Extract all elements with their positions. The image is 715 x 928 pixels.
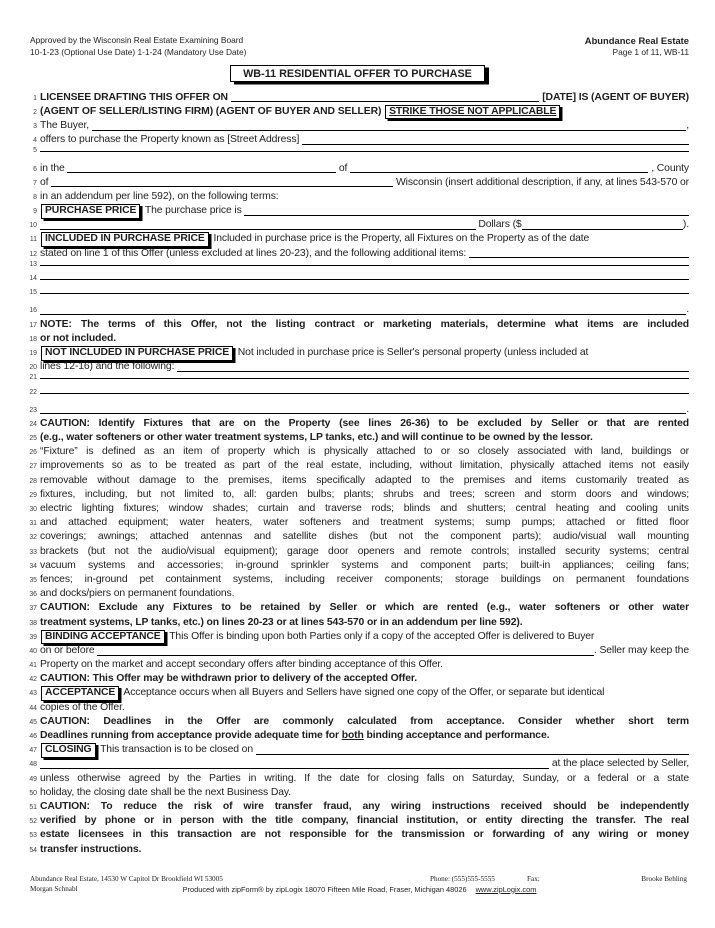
form-line — [22, 559, 689, 573]
line-content — [40, 630, 689, 645]
line-text: improvements so as to be treated as part of the real estate, including, without limitation, physically attached items not easily — [40, 460, 689, 472]
line-text: . Seller may keep the — [593, 644, 689, 656]
line-text: estate licensees in this transaction are not responsible for the transmission or forwarding of any wiring or money — [40, 829, 689, 841]
line-number: 23 — [29, 406, 37, 414]
firm-block — [585, 35, 689, 59]
line-content — [40, 332, 689, 346]
line-number: 46 — [29, 733, 37, 741]
line-number: 25 — [29, 435, 37, 443]
form-line — [22, 800, 689, 814]
form-line — [22, 162, 689, 176]
line-number: 5 — [33, 147, 37, 155]
blank-field[interactable] — [40, 278, 689, 280]
line-content — [40, 190, 689, 204]
form-line — [22, 729, 689, 743]
blank-field[interactable] — [40, 392, 689, 394]
line-text: Property on the market and accept secondary offers after binding acceptance of this Offer. — [40, 659, 443, 671]
form-line — [22, 119, 689, 133]
line-number: 44 — [29, 704, 37, 712]
line-content — [40, 672, 689, 686]
line-number: 16 — [29, 307, 37, 315]
form-line — [22, 374, 689, 388]
line-text: Dollars ($ — [475, 219, 522, 231]
approved-by-line: Approved by the Wisconsin Real Estate Examining Board — [30, 35, 244, 45]
line-content — [40, 232, 689, 247]
line-text: The purchase price is — [142, 205, 245, 217]
page-footer — [30, 875, 689, 894]
line-content — [40, 360, 689, 374]
line-number: 33 — [29, 548, 37, 556]
blank-field[interactable] — [40, 264, 689, 266]
line-number: 31 — [29, 520, 37, 528]
ziplogix-link[interactable]: www.zipLogix.com — [475, 884, 537, 894]
form-line — [22, 247, 689, 261]
form-line — [22, 389, 689, 403]
line-text: in the — [40, 162, 68, 174]
form-line — [22, 105, 689, 119]
line-content — [40, 417, 689, 431]
line-number: 51 — [29, 803, 37, 811]
line-text: transfer instructions. — [40, 843, 142, 855]
form-title: WB-11 RESIDENTIAL OFFER TO PURCHASE — [230, 65, 485, 82]
section-label: PURCHASE PRICE — [41, 204, 140, 219]
line-content — [40, 545, 689, 559]
form-line — [22, 232, 689, 246]
form-line — [22, 176, 689, 190]
form-line — [22, 616, 689, 630]
produced-with-text: Produced with zipForm® by zipLogix 18070 Fifteen Mile Road, Fraser, Michigan 48026 — [182, 884, 467, 894]
line-number: 17 — [29, 321, 37, 329]
line-number: 47 — [29, 747, 37, 755]
form-line — [22, 658, 689, 672]
line-content — [40, 814, 689, 828]
line-text: . — [686, 304, 689, 316]
line-number: 11 — [29, 236, 37, 244]
line-content — [40, 559, 689, 573]
line-number: 7 — [33, 179, 37, 187]
line-number: 28 — [29, 477, 37, 485]
form-line — [22, 502, 689, 516]
form-line — [22, 488, 689, 502]
form-line — [22, 360, 689, 374]
line-content — [40, 828, 689, 842]
line-text: NOTE: The terms of this Offer, not the listing contract or marketing materials, determine what items are included — [40, 318, 689, 330]
firm-name: Abundance Real Estate — [584, 35, 689, 46]
line-content — [40, 459, 689, 473]
broker-name: Brooke Behling — [641, 875, 687, 883]
line-content — [40, 445, 689, 459]
line-number: 38 — [29, 619, 37, 627]
line-content — [40, 502, 689, 516]
line-number: 14 — [29, 275, 37, 283]
line-number: 20 — [29, 364, 37, 372]
page-header — [0, 0, 715, 59]
section-label: NOT INCLUDED IN PURCHASE PRICE — [41, 346, 233, 361]
line-text: Not included in purchase price is Seller's personal property (unless included at — [235, 346, 589, 358]
section-label: BINDING ACCEPTANCE — [41, 630, 165, 645]
line-text: of — [336, 162, 351, 174]
line-number: 40 — [29, 647, 37, 655]
line-number: 10 — [29, 222, 37, 230]
line-number: 48 — [29, 761, 37, 769]
line-number: 49 — [29, 775, 37, 783]
line-text: verified by phone or in person with the title company, financial institution, or entity directing the transfer. The real — [40, 815, 689, 827]
line-content — [40, 772, 689, 786]
line-number: 45 — [29, 718, 37, 726]
line-text: . — [686, 403, 689, 415]
title-row — [0, 64, 715, 84]
line-text: This Offer is binding upon both Parties only if a copy of the accepted Offer is delivered to Buyer — [166, 630, 595, 642]
form-line — [22, 530, 689, 544]
footer-row-2 — [30, 885, 689, 895]
form-line — [22, 133, 689, 147]
line-number: 36 — [29, 591, 37, 599]
form-line — [22, 204, 689, 218]
line-number: 8 — [33, 193, 37, 201]
line-text: Included in purchase price is the Property, all Fixtures on the Property as of the date — [210, 233, 590, 245]
blank-field[interactable] — [469, 256, 689, 258]
blank-field[interactable] — [40, 767, 549, 769]
line-number: 35 — [29, 576, 37, 584]
line-text: , — [686, 119, 689, 131]
line-text: LICENSEE DRAFTING THIS OFFER ON — [40, 91, 231, 103]
blank-field[interactable] — [177, 370, 689, 372]
blank-field[interactable] — [302, 143, 689, 145]
form-line — [22, 190, 689, 204]
line-number: 6 — [33, 165, 37, 173]
line-content — [40, 616, 689, 630]
form-line — [22, 573, 689, 587]
form-lines — [0, 91, 715, 857]
footer-row-1 — [30, 875, 689, 885]
line-number: 13 — [29, 260, 37, 268]
line-content — [40, 403, 689, 417]
line-number: 32 — [29, 534, 37, 542]
line-content — [40, 119, 689, 133]
line-text: fences; in-ground pet containment systems, including receiver components; storage buildings on permanent foundations — [40, 573, 689, 585]
form-line — [22, 303, 689, 317]
blank-field[interactable] — [67, 171, 336, 173]
line-text: “Fixture” is defined as an item of property which is physically attached to or so closely associated with land, buildings or — [40, 446, 689, 458]
form-line — [22, 431, 689, 445]
line-text: treatment systems, LP tanks, etc.) on lines 20-23 or at lines 543-570 or in an addendum per line 592). — [40, 616, 523, 628]
line-number: 24 — [29, 420, 37, 428]
form-line — [22, 403, 689, 417]
phone-label: Phone: (555)555-5555 — [430, 875, 495, 883]
line-number: 52 — [29, 818, 37, 826]
blank-field[interactable] — [256, 753, 689, 755]
form-line — [22, 786, 689, 800]
blank-field[interactable] — [40, 292, 689, 294]
line-content — [40, 318, 689, 332]
line-number: 1 — [33, 94, 37, 102]
fax-label: Fax: — [527, 875, 540, 883]
line-content — [40, 729, 689, 743]
line-text: (AGENT OF SELLER/LISTING FIRM) (AGENT OF BUYER AND SELLER) — [40, 105, 385, 117]
line-number: 19 — [29, 349, 37, 357]
blank-field[interactable] — [51, 185, 393, 187]
line-text: (e.g., water softeners or other water treatment systems, LP tanks, etc.) and will continue to be owned by the lessor. — [40, 432, 593, 444]
blank-field[interactable] — [244, 214, 689, 216]
line-text: offers to purchase the Property known as [Street Address] — [40, 134, 302, 146]
line-number: 18 — [29, 335, 37, 343]
approval-block — [30, 35, 246, 59]
line-text: of — [40, 176, 52, 188]
blank-field[interactable] — [92, 129, 686, 131]
form-line — [22, 218, 689, 232]
line-content — [40, 701, 689, 715]
form-line — [22, 289, 689, 303]
line-number: 54 — [29, 846, 37, 854]
form-line — [22, 318, 689, 332]
use-dates-line: 10-1-23 (Optional Use Date) 1-1-24 (Mandatory Use Date) — [30, 46, 247, 57]
line-content — [40, 91, 689, 105]
form-line — [22, 474, 689, 488]
line-content — [40, 105, 689, 120]
form-line — [22, 601, 689, 615]
line-text: fixtures, including, but not limited to, all: garden bulbs; plants; shrubs and trees; screen and storm doors and windows; — [40, 488, 689, 500]
form-line — [22, 417, 689, 431]
blank-field[interactable] — [40, 412, 686, 414]
line-text: [DATE] IS (AGENT OF BUYER) — [539, 91, 689, 103]
line-content — [40, 176, 689, 190]
line-content — [40, 587, 689, 601]
form-line — [22, 828, 689, 842]
underlined-word: both — [341, 730, 364, 742]
line-text: CAUTION: Deadlines in the Offer are commonly calculated from acceptance. Consider whether short term — [40, 715, 689, 727]
line-content — [40, 644, 689, 658]
line-text: lines 12-16) and the following: — [40, 361, 178, 373]
section-label: ACCEPTANCE — [41, 686, 119, 701]
line-number: 22 — [29, 388, 37, 396]
form-line — [22, 644, 689, 658]
form-line — [22, 91, 689, 105]
line-number: 21 — [29, 374, 37, 382]
line-content — [40, 530, 689, 544]
line-text: unless otherwise agreed by the Parties in writing. If the date for closing falls on Saturday, Sunday, or a federal or a state — [40, 772, 689, 784]
line-content — [40, 278, 689, 283]
blank-field[interactable] — [40, 377, 689, 379]
office-address: Abundance Real Estate, 14530 W Capitol Dr Brookfield WI 53005 — [30, 875, 223, 883]
line-text: holiday, the closing date shall be the next Business Day. — [40, 786, 291, 798]
form-line — [22, 275, 689, 289]
line-content — [40, 474, 689, 488]
form-line — [22, 459, 689, 473]
produced-with-line — [183, 885, 537, 894]
form-line — [22, 814, 689, 828]
line-text: CAUTION: Identify Fixtures that are on the Property (see lines 26-36) to be excluded by Seller or that are rented — [40, 417, 689, 429]
line-number: 9 — [33, 208, 37, 216]
line-number: 27 — [29, 463, 37, 471]
form-line — [22, 346, 689, 360]
line-content — [40, 264, 689, 269]
line-content — [40, 800, 689, 814]
form-line — [22, 772, 689, 786]
line-content — [40, 757, 689, 771]
form-line — [22, 715, 689, 729]
line-number: 34 — [29, 562, 37, 570]
line-text: Deadlines running from acceptance provide adequate time for — [40, 730, 342, 742]
line-text: brackets (but not the audio/visual equipment); garage door openers and remote controls; installed security systems; central — [40, 545, 689, 557]
line-text: vacuum systems and accessories; in-ground sprinkler systems and component parts; built-in appliances; ceiling fans; — [40, 559, 689, 571]
line-content — [40, 150, 689, 155]
line-number: 3 — [33, 122, 37, 130]
line-content — [40, 292, 689, 297]
form-line — [22, 445, 689, 459]
form-line — [22, 672, 689, 686]
section-label: INCLUDED IN PURCHASE PRICE — [41, 232, 209, 247]
blank-field[interactable] — [97, 654, 594, 656]
line-content — [40, 743, 689, 758]
form-line — [22, 701, 689, 715]
blank-field[interactable] — [40, 150, 689, 152]
form-line — [22, 743, 689, 757]
section-label: CLOSING — [41, 743, 96, 758]
line-content — [40, 573, 689, 587]
blank-field[interactable] — [40, 313, 686, 315]
line-number: 37 — [29, 605, 37, 613]
line-content — [40, 715, 689, 729]
line-text: Wisconsin (insert additional description, if any, at lines 543-570 or — [393, 176, 689, 188]
form-line — [22, 261, 689, 275]
line-text: stated on line 1 of this Offer (unless excluded at lines 20-23), and the following additional items: — [40, 247, 469, 259]
line-content — [40, 488, 689, 502]
agent-name: Morgan Schnabl — [30, 884, 78, 893]
form-line — [22, 686, 689, 700]
line-number: 12 — [29, 250, 37, 258]
blank-field[interactable] — [522, 228, 683, 230]
line-content — [40, 162, 689, 176]
line-content — [40, 786, 689, 800]
line-number: 29 — [29, 491, 37, 499]
strike-note-label: STRIKE THOSE NOT APPLICABLE — [385, 105, 560, 120]
form-line — [22, 516, 689, 530]
line-content — [40, 601, 689, 615]
page-info: Page 1 of 11, WB-11 — [612, 46, 689, 57]
line-content — [40, 247, 689, 261]
form-line — [22, 545, 689, 559]
line-number: 43 — [29, 690, 37, 698]
line-text: ). — [682, 219, 689, 231]
line-text: This transaction is to be closed on — [97, 744, 256, 756]
line-text: and attached equipment; water heaters, water softeners and treatment systems; sump pumps; attached or fitted floor — [40, 517, 689, 529]
line-content — [40, 392, 689, 397]
form-line — [22, 843, 689, 857]
line-number: 50 — [29, 789, 37, 797]
blank-field[interactable] — [231, 100, 540, 102]
blank-field[interactable] — [350, 171, 648, 173]
line-content — [40, 377, 689, 382]
line-text: CAUTION: To reduce the risk of wire transfer fraud, any wiring instructions received should be independently — [40, 800, 689, 812]
form-line — [22, 147, 689, 161]
line-number: 30 — [29, 506, 37, 514]
line-content — [40, 204, 689, 219]
line-text: CAUTION: Exclude any Fixtures to be retained by Seller or which are rented (e.g., water softeners or other water — [40, 602, 689, 614]
line-text: and docks/piers on permanent foundations. — [40, 588, 235, 600]
blank-field[interactable] — [40, 228, 476, 230]
line-text: binding acceptance and performance. — [363, 730, 550, 742]
line-content — [40, 658, 689, 672]
line-content — [40, 303, 689, 317]
line-text: electric lighting fixtures; window shades; curtain and traverse rods; blinds and shutters; central heating and cooling units — [40, 503, 689, 515]
form-line — [22, 332, 689, 346]
line-number: 4 — [33, 137, 37, 145]
line-content — [40, 218, 689, 232]
line-number: 2 — [33, 108, 37, 116]
line-number: 39 — [29, 633, 37, 641]
line-text: at the place selected by Seller, — [549, 758, 689, 770]
line-text: CAUTION: This Offer may be withdrawn prior to delivery of the accepted Offer. — [40, 673, 418, 685]
line-text: coverings; awnings; attached antennas and satellite dishes (but not the component parts); audio/visual wall mounting — [40, 531, 689, 543]
line-content — [40, 843, 689, 857]
line-content — [40, 686, 689, 701]
form-line — [22, 630, 689, 644]
form-line — [22, 757, 689, 771]
form-line — [22, 587, 689, 601]
line-text: on or before — [40, 644, 98, 656]
line-text: copies of the Offer. — [40, 701, 125, 713]
line-number: 26 — [29, 449, 37, 457]
line-content — [40, 133, 689, 147]
line-text: Acceptance occurs when all Buyers and Sellers have signed one copy of the Offer, or separate but identical — [121, 687, 605, 699]
line-number: 53 — [29, 832, 37, 840]
line-content — [40, 346, 689, 361]
line-text: The Buyer, — [40, 119, 92, 131]
line-text: in an addendum per line 592), on the following terms: — [40, 190, 279, 202]
line-number: 15 — [29, 289, 37, 297]
line-text: or not included. — [40, 332, 117, 344]
line-number: 41 — [29, 662, 37, 670]
line-text: , County — [648, 162, 689, 174]
line-number: 42 — [29, 676, 37, 684]
line-content — [40, 516, 689, 530]
line-text: removable without damage to the premises, items specifically adapted to the premises and items customarily treated as — [40, 474, 689, 486]
line-content — [40, 431, 689, 445]
